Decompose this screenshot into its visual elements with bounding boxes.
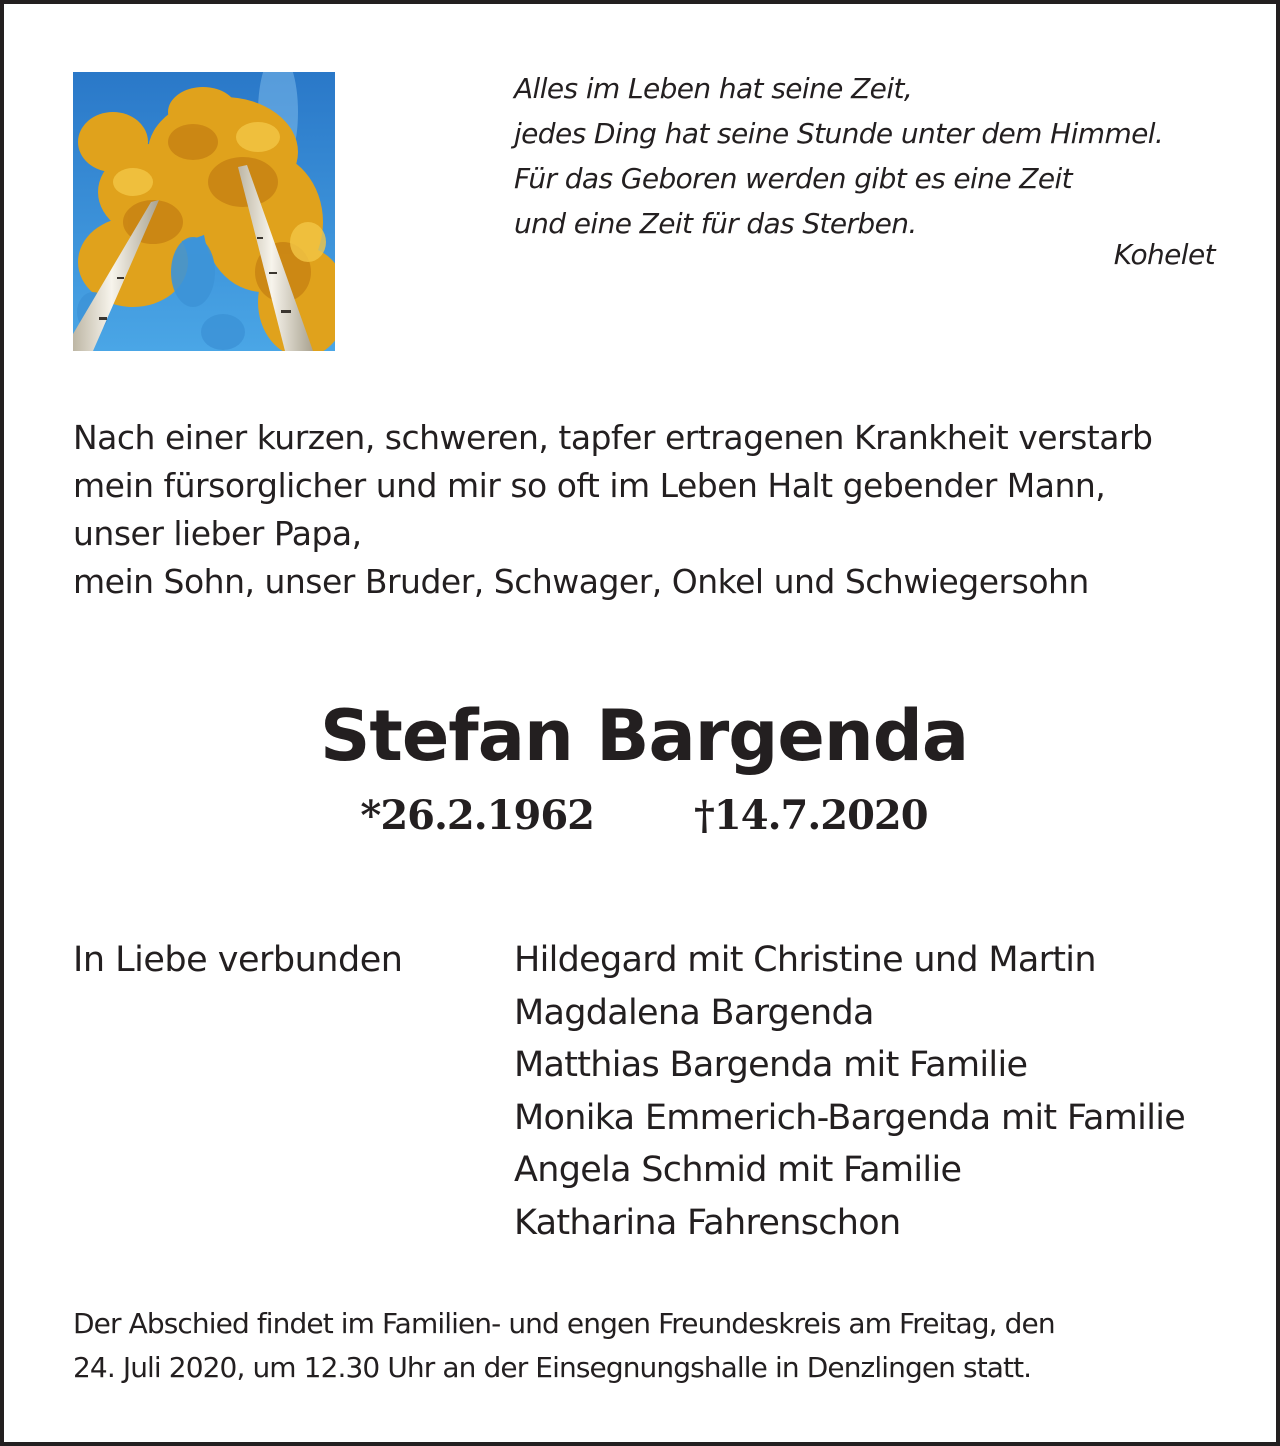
intro-line: mein Sohn, unser Bruder, Schwager, Onkel und Schwiegersohn [73, 562, 1089, 601]
intro-line: mein fürsorglicher und mir so oft im Leben Halt gebender Mann, [73, 466, 1106, 505]
quote-line: Alles im Leben hat seine Zeit, [514, 72, 913, 105]
family-member: Magdalena Bargenda [514, 992, 874, 1033]
family-member: Angela Schmid mit Familie [514, 1150, 962, 1191]
quote-line: jedes Ding hat seine Stunde unter dem Himmel. [514, 117, 1164, 150]
life-dates [4, 788, 1280, 844]
farewell-line: 24. Juli 2020, um 12.30 Uhr an der Einsegnungshalle in Denzlingen statt. [73, 1351, 1032, 1384]
family-member: Katharina Fahrenschon [514, 1202, 901, 1243]
birch-trees-image [73, 72, 335, 351]
family-member: Monika Emmerich-Bargenda mit Familie [514, 1097, 1186, 1138]
farewell-line: Der Abschied findet im Familien- und engen Freundeskreis am Freitag, den [73, 1307, 1055, 1340]
bible-quote [514, 66, 1219, 271]
quote-line: Für das Geboren werden gibt es eine Zeit [514, 162, 1073, 195]
intro-line: Nach einer kurzen, schweren, tapfer ertragenen Krankheit verstarb [73, 418, 1153, 457]
birth-date: *26.2.1962 [360, 792, 594, 839]
intro-line: unser lieber Papa, [73, 514, 362, 553]
family-member: Hildegard mit Christine und Martin [514, 940, 1096, 980]
quote-line: und eine Zeit für das Sterben. [514, 207, 917, 240]
deceased-name: Stefan Bargenda [319, 695, 969, 777]
death-date: †14.7.2020 [694, 792, 928, 839]
family-list [514, 934, 1254, 1250]
family-member: Matthias Bargenda mit Familie [514, 1045, 1028, 1086]
birch-trees-photo [73, 72, 335, 351]
intro-text [73, 414, 1233, 606]
farewell-notice [73, 1302, 1233, 1390]
quote-author: Kohelet [1113, 238, 1215, 271]
family-intro: In Liebe verbunden [73, 940, 403, 980]
